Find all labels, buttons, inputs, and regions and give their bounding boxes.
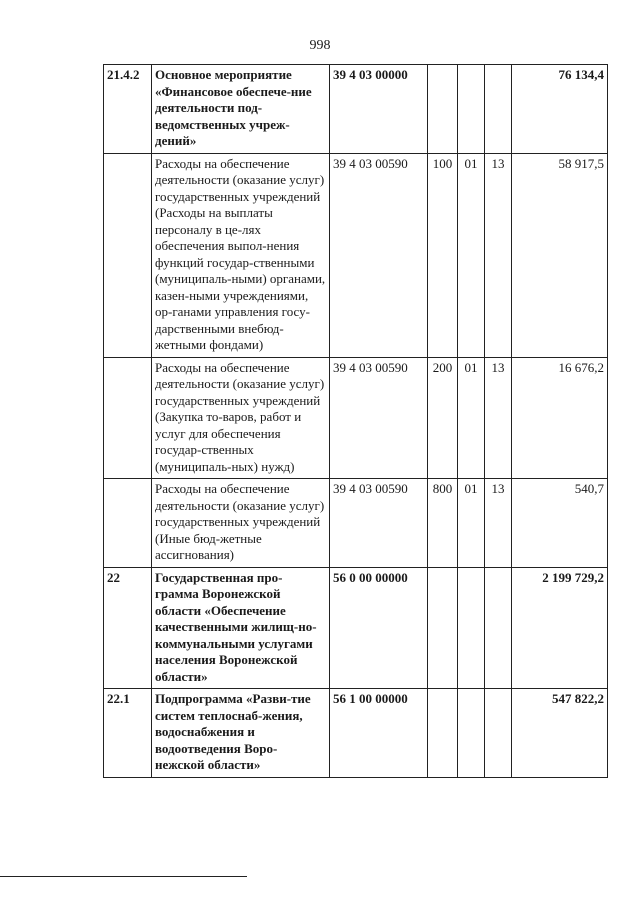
expense-name: Подпрограмма «Разви-тие систем теплоснаб-жения, водоснабжения и водоотведения Воро-нежской области»: [152, 689, 330, 778]
table-row: [104, 689, 608, 778]
subsection-code: 13: [485, 479, 512, 568]
row-number: [104, 357, 152, 479]
amount: 547 822,2: [512, 689, 608, 778]
amount: 58 917,5: [512, 153, 608, 357]
row-number: 21.4.2: [104, 65, 152, 154]
expense-name: Основное мероприятие «Финансовое обеспече-ние деятельности под-ведомственных учреж-дений»: [152, 65, 330, 154]
expense-type-code: 100: [428, 153, 458, 357]
amount: 2 199 729,2: [512, 567, 608, 689]
section-code: 01: [458, 357, 485, 479]
row-number: 22: [104, 567, 152, 689]
row-number: [104, 153, 152, 357]
amount: 76 134,4: [512, 65, 608, 154]
target-article-code: 39 4 03 00590: [330, 479, 428, 568]
page-number: 998: [309, 38, 331, 53]
table-body: [104, 65, 608, 778]
target-article-code: 56 1 00 00000: [330, 689, 428, 778]
table-row: [104, 65, 608, 154]
expense-name: Расходы на обеспечение деятельности (оказание услуг) государственных учреждений (Иные бюд-жетные ассигнования): [152, 479, 330, 568]
footnote-divider: [0, 876, 247, 877]
table-row: [104, 153, 608, 357]
expense-type-code: [428, 65, 458, 154]
section-code: 01: [458, 479, 485, 568]
subsection-code: 13: [485, 357, 512, 479]
expense-name: Расходы на обеспечение деятельности (оказание услуг) государственных учреждений (Расходы на выплаты персоналу в це-лях обеспечения выпол-нения функций государ-ственными (муниципаль-ными) органами, казен-ными учреждениями, ор-ганами управления госу-дарственными внебюд-жетными фондами): [152, 153, 330, 357]
expense-type-code: 800: [428, 479, 458, 568]
table-row: [104, 479, 608, 568]
subsection-code: [485, 65, 512, 154]
expense-type-code: 200: [428, 357, 458, 479]
budget-table: [103, 64, 608, 778]
target-article-code: 39 4 03 00590: [330, 357, 428, 479]
section-code: [458, 567, 485, 689]
row-number: 22.1: [104, 689, 152, 778]
target-article-code: 56 0 00 00000: [330, 567, 428, 689]
subsection-code: 13: [485, 153, 512, 357]
table-row: [104, 357, 608, 479]
subsection-code: [485, 689, 512, 778]
expense-type-code: [428, 567, 458, 689]
target-article-code: 39 4 03 00590: [330, 153, 428, 357]
row-number: [104, 479, 152, 568]
section-code: 01: [458, 153, 485, 357]
section-code: [458, 689, 485, 778]
table-row: [104, 567, 608, 689]
expense-name: Расходы на обеспечение деятельности (оказание услуг) государственных учреждений (Закупка то-варов, работ и услуг для обеспечения государ-ственных (муниципаль-ных) нужд): [152, 357, 330, 479]
subsection-code: [485, 567, 512, 689]
target-article-code: 39 4 03 00000: [330, 65, 428, 154]
expense-name: Государственная про-грамма Воронежской области «Обеспечение качественными жилищ-но-коммунальными услугами населения Воронежской области»: [152, 567, 330, 689]
amount: 540,7: [512, 479, 608, 568]
section-code: [458, 65, 485, 154]
expense-type-code: [428, 689, 458, 778]
amount: 16 676,2: [512, 357, 608, 479]
